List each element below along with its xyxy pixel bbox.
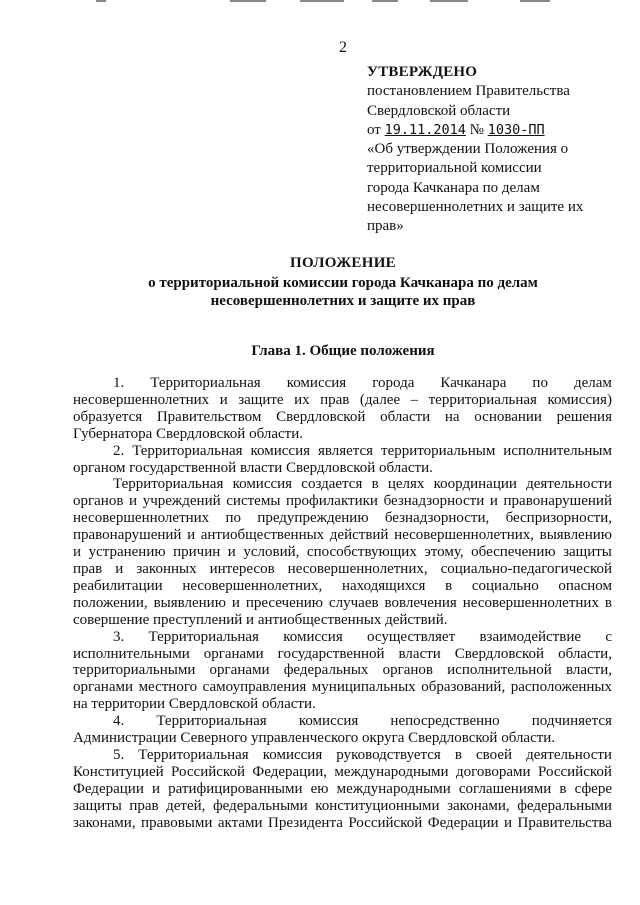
body-word: законами, (447, 797, 510, 814)
approval-line: прав» (367, 218, 404, 235)
approval-line: территориальной комиссии (367, 160, 542, 177)
body-word: соглашениями (458, 780, 552, 797)
body-word: 5. (113, 746, 125, 763)
body-word: в (604, 594, 612, 611)
body-word: образований, (421, 679, 506, 696)
body-word: несовершеннолетних (73, 510, 210, 527)
body-word: осуществляет (367, 628, 456, 645)
body-word: органов (382, 662, 433, 679)
body-text-line (73, 409, 612, 426)
body-word: условий, (243, 544, 300, 561)
body-word: с (605, 628, 612, 645)
body-text-line (73, 527, 612, 544)
body-word: на (444, 408, 460, 425)
body-word: органами (73, 679, 134, 696)
body-word: территориальным (381, 442, 496, 459)
body-word: непосредственно (390, 713, 500, 730)
body-word: прав (129, 797, 159, 814)
body-word: подчиняется (531, 713, 612, 730)
body-word: – (410, 391, 419, 408)
approval-date-line (367, 121, 629, 140)
body-text-line: на территории Свердловской области. (73, 696, 316, 713)
body-word: Качканара (440, 375, 507, 391)
body-word: Территориальная (138, 746, 249, 763)
body-word: договорами (456, 763, 531, 780)
body-word: расположенных (510, 679, 612, 696)
body-word: делам (573, 375, 612, 391)
body-word: актами (217, 814, 263, 831)
body-word: защиты (73, 797, 122, 814)
body-word: Территориальная (150, 375, 261, 391)
document-body (73, 375, 612, 831)
document-title: ПОЛОЖЕНИЕ (290, 255, 396, 271)
body-word: по (532, 375, 548, 391)
body-word: Российской (538, 763, 612, 780)
page-number: 2 (339, 39, 347, 56)
body-word: реабилитации (73, 577, 163, 594)
body-word: в (454, 746, 462, 763)
body-word: и (227, 544, 236, 561)
body-word: государственной (277, 645, 385, 662)
body-word: Правительства (517, 814, 612, 831)
body-word: прав (320, 391, 350, 408)
body-word: Территориальная (156, 713, 267, 730)
body-word: несовершеннолетних, (287, 560, 428, 577)
body-word: Территориальная (148, 628, 259, 645)
body-word: Федерации (427, 814, 499, 831)
body-word: ратифицированными (168, 780, 303, 797)
body-word: комиссия (262, 746, 323, 763)
body-word: сфере (574, 780, 612, 797)
body-word: выявлению (153, 594, 226, 611)
body-word: федеральными (517, 797, 612, 814)
body-word: исполнительными (73, 645, 190, 662)
body-word: создается (301, 476, 363, 493)
body-word: (далее (359, 391, 401, 408)
body-word: Территориальная (132, 442, 243, 459)
body-text-line (73, 646, 612, 663)
body-word: профилактики (286, 493, 378, 510)
body-word: Федерации (73, 780, 144, 797)
body-word: защиты (563, 544, 612, 561)
body-word: Конституцией (73, 763, 164, 780)
approval-line: Свердловской области (367, 102, 511, 119)
body-word: власти (398, 645, 441, 662)
approval-stamp-block (367, 63, 629, 237)
body-word: в (445, 577, 453, 594)
body-word: комиссия (283, 628, 343, 645)
chapter-title: Глава 1. Общие положения (251, 343, 435, 359)
body-text-line (73, 815, 612, 832)
body-word: и (73, 544, 82, 561)
body-word: 4. (113, 713, 125, 730)
body-word: комиссия (232, 476, 293, 493)
body-word: органами (209, 662, 270, 679)
body-word: решения (556, 408, 612, 425)
body-word: 1. (113, 375, 125, 391)
body-word: предупреждению (257, 510, 369, 527)
body-word: и (219, 391, 228, 408)
body-word: муниципальных (311, 679, 416, 696)
body-word: опасном (558, 577, 612, 594)
body-word: социально (471, 577, 539, 594)
body-text-line: органом государственной власти Свердловской области. (73, 459, 433, 476)
body-word: деятельности (526, 746, 612, 763)
body-word: и (151, 780, 160, 797)
body-word: Российской (171, 763, 245, 780)
body-word: федеральными (212, 797, 308, 814)
body-text-line (73, 662, 612, 679)
body-word: пресечению (245, 594, 324, 611)
body-word: беспризорности, (505, 510, 612, 527)
body-text-line (73, 798, 612, 815)
body-word: законных (136, 560, 197, 577)
body-text-line: совершение преступлений и антиобщественных действий. (73, 611, 448, 628)
body-word: несовершеннолетних (73, 391, 210, 408)
body-word: органами (203, 645, 264, 662)
body-word: несовершеннолетних, (394, 527, 535, 544)
body-word: выявлению (539, 527, 612, 544)
body-text-line (73, 561, 612, 578)
body-word: системы (226, 493, 281, 510)
body-word: международными (336, 780, 451, 797)
body-word: основании (474, 408, 542, 425)
body-text-line (73, 510, 612, 527)
body-text-line (73, 629, 612, 646)
body-word: по (225, 510, 242, 527)
body-word: законами, (73, 814, 136, 831)
body-word: прав (73, 560, 103, 577)
body-text-line: Администрации Северного управленческого округа Свердловской области. (73, 730, 556, 747)
body-text-line (73, 544, 612, 561)
body-word: и (231, 594, 240, 611)
number-prefix: № (469, 121, 484, 138)
body-text-line (73, 443, 612, 460)
body-text-line (73, 679, 612, 696)
date-prefix: от (367, 121, 381, 138)
body-word: города (372, 375, 415, 391)
body-word: и (489, 493, 498, 510)
body-word: исполнительной (447, 662, 552, 679)
body-word: обеспечению (471, 544, 556, 561)
body-word: положении, (73, 594, 148, 611)
body-word: территориальными (73, 662, 196, 679)
body-word: области, (558, 645, 612, 662)
body-word: и (504, 814, 513, 831)
approval-line: несовершеннолетних и защите их (367, 199, 584, 216)
body-word: в (371, 476, 379, 493)
body-word: комиссия) (547, 391, 612, 408)
body-word: социально-педагогической (440, 560, 612, 577)
body-word: Свердловской (276, 408, 366, 425)
body-word: детей, (166, 797, 206, 814)
body-word: Президента (268, 814, 343, 831)
body-word: безнадзорности (383, 493, 485, 510)
body-word: целях (387, 476, 425, 493)
body-word: образуется (73, 408, 143, 425)
body-word: конституционными (315, 797, 440, 814)
body-text-line (73, 493, 612, 510)
approval-line: постановлением Правительства (367, 83, 570, 100)
document-subtitle-line: несовершеннолетних и защите их прав (210, 293, 476, 309)
body-word: и (187, 527, 196, 544)
body-word: безнадзорности, (384, 510, 490, 527)
body-text-line (73, 764, 612, 781)
body-word: правонарушений (73, 527, 182, 544)
body-word: 3. (113, 628, 125, 645)
body-word: правонарушений (503, 493, 612, 510)
body-word: и (129, 493, 138, 510)
body-word: комиссия (298, 713, 359, 730)
body-word: области (380, 408, 431, 425)
approval-line: «Об утверждении Положения о (367, 141, 569, 158)
body-word: в (559, 780, 567, 797)
body-word: самоуправления (202, 679, 307, 696)
body-word: местного (138, 679, 198, 696)
body-word: правовыми (141, 814, 213, 831)
body-word: причин (173, 544, 221, 561)
body-word: 2. (113, 442, 125, 459)
body-word: Федерации, (252, 763, 327, 780)
body-word: интересов (209, 560, 275, 577)
body-text-line (73, 578, 612, 595)
body-word: органов (73, 493, 124, 510)
body-word: способствующих (306, 544, 417, 561)
body-word: Правительством (156, 408, 262, 425)
body-word: комиссия (286, 375, 347, 391)
approval-line: города Качканара по делам (367, 179, 540, 196)
body-word: комиссия (250, 442, 311, 459)
body-word: федеральных (283, 662, 369, 679)
body-word: защите (238, 391, 284, 408)
approval-date: 19.11.2014 (384, 121, 466, 138)
body-word: деятельности (526, 476, 612, 493)
body-word: руководствуется (336, 746, 441, 763)
body-word: международными (334, 763, 449, 780)
body-word: исполнительным (503, 442, 612, 459)
body-word: устранению (88, 544, 166, 561)
body-word: власти, (565, 662, 612, 679)
body-word: несовершеннолетних, (182, 577, 323, 594)
body-text-line: Губернатора Свердловской области. (73, 425, 303, 442)
body-word: Свердловской (454, 645, 545, 662)
body-text-line (73, 781, 612, 798)
body-word: своей (476, 746, 513, 763)
body-word: Российской (348, 814, 423, 831)
body-word: учреждений (142, 493, 221, 510)
body-word: несовершеннолетних (462, 594, 599, 611)
body-word: и (115, 560, 124, 577)
body-word: ею (310, 780, 329, 797)
body-word: взаимодействие (479, 628, 582, 645)
scan-top-edge-marks (0, 0, 640, 6)
body-text-line (73, 392, 612, 409)
body-word: является (317, 442, 374, 459)
body-word: координации (433, 476, 517, 493)
body-text-line (73, 747, 612, 764)
body-text-line (73, 375, 612, 392)
body-word: Территориальная (113, 476, 224, 493)
body-text-line (73, 476, 612, 493)
body-word: антиобщественных (200, 527, 325, 544)
body-word: их (294, 391, 310, 408)
body-word: территориальная (428, 391, 537, 408)
document-subtitle-line: о территориальной комиссии города Качканара по делам (148, 275, 538, 291)
body-word: действий (329, 527, 389, 544)
body-word: случаев (328, 594, 379, 611)
body-word: вовлечения (384, 594, 457, 611)
approval-number: 1030-ПП (487, 121, 545, 138)
body-word: этому, (424, 544, 464, 561)
approval-title: УТВЕРЖДЕНО (367, 64, 478, 80)
body-word: находящихся (341, 577, 426, 594)
body-text-line (73, 595, 612, 612)
body-text-line (73, 713, 612, 730)
